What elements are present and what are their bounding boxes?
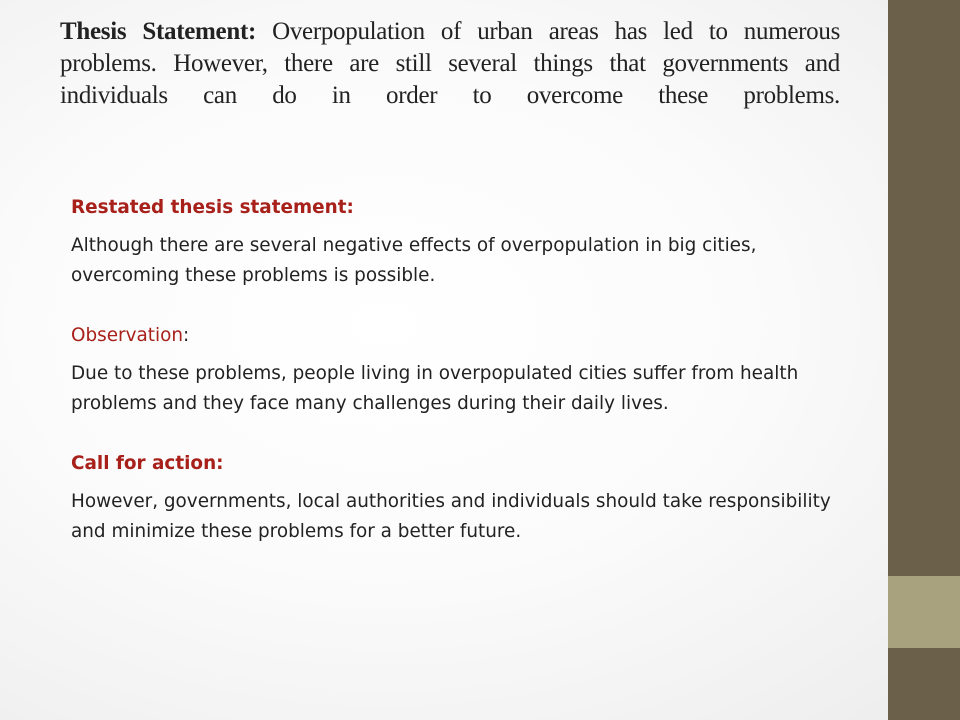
observation-heading-colon: : <box>183 325 190 346</box>
restated-thesis-section <box>71 193 851 291</box>
observation-heading <box>71 321 851 351</box>
sidebar-decoration <box>888 0 960 720</box>
observation-section <box>71 321 851 419</box>
slide-body <box>71 193 851 577</box>
thesis-statement-label: Thesis Statement: <box>60 18 256 45</box>
restated-thesis-heading: Restated thesis statement: <box>71 197 354 218</box>
call-for-action-heading: Call for action: <box>71 453 224 474</box>
call-for-action-section <box>71 449 851 547</box>
restated-thesis-text: Although there are several negative effects of overpopulation in big cities, overcoming these problems is possible. <box>71 235 757 286</box>
observation-text: Due to these problems, people living in overpopulated cities suffer from health problems and they face many challenges during their daily lives. <box>71 363 799 414</box>
thesis-statement-text: Overpopulation of urban areas has led to numerous problems. However, there are still several things that governments and individuals can do in order to overcome these problems. <box>60 18 840 109</box>
call-for-action-text: However, governments, local authorities and individuals should take responsibility and minimize these problems for a better future. <box>71 491 831 542</box>
thesis-statement <box>60 16 840 112</box>
sidebar-accent-band <box>888 576 960 648</box>
observation-heading-label: Observation <box>71 325 183 346</box>
